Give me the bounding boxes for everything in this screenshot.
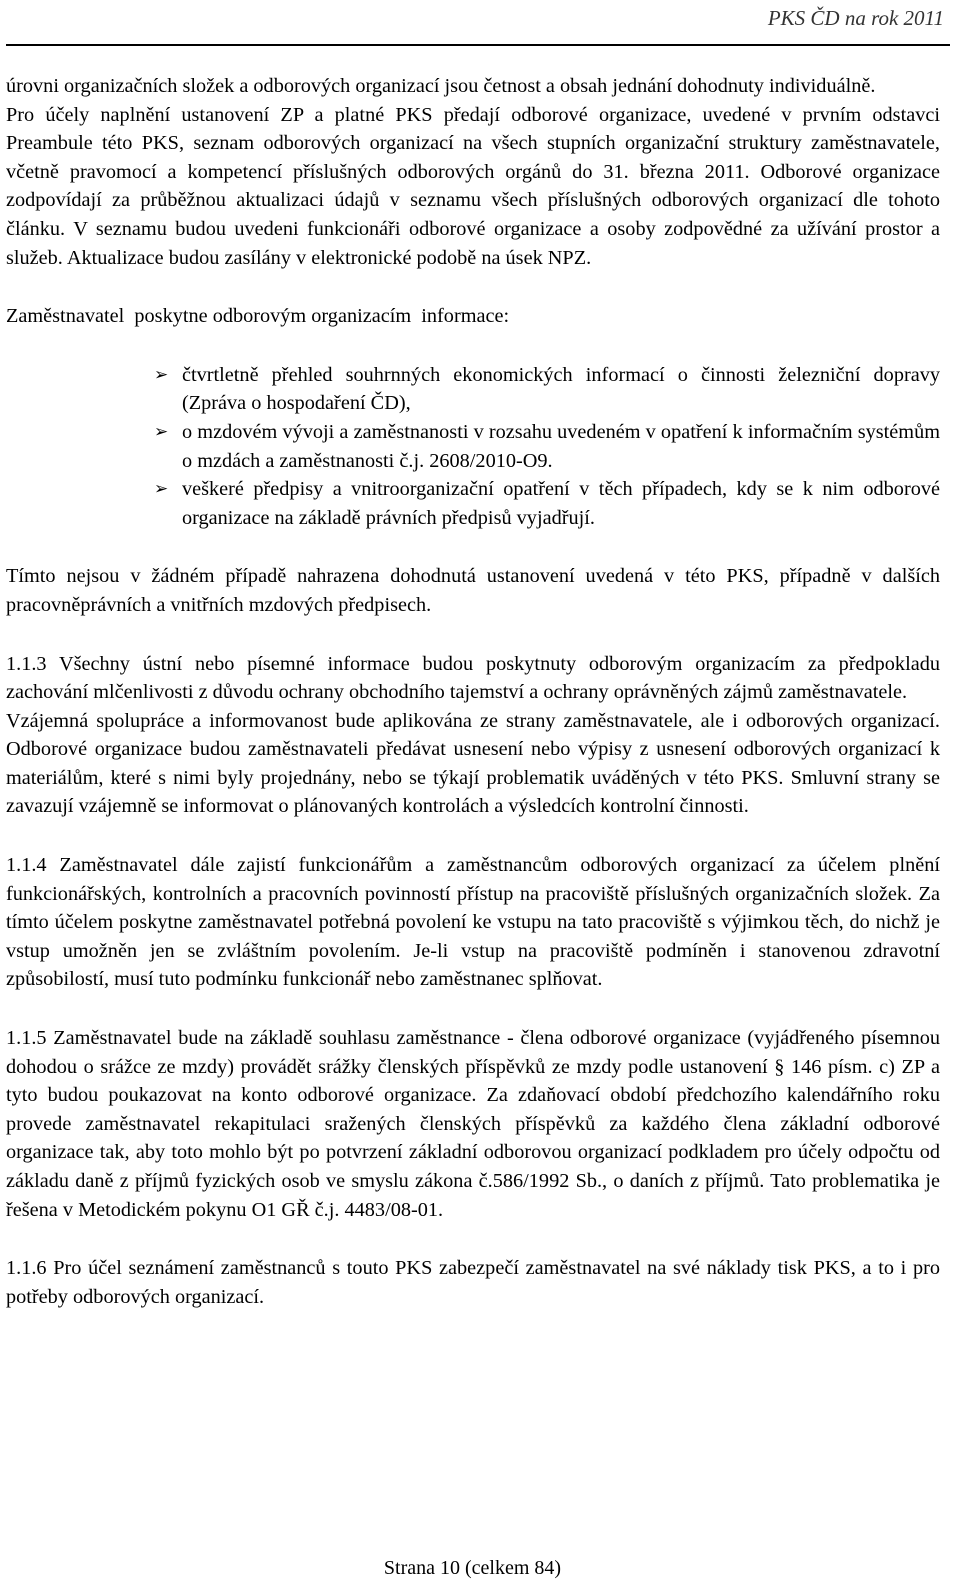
list-item-text: čtvrtletně přehled souhrnných ekonomických informací o činnosti železniční dopravy (Zpráva o hospodaření ČD),	[182, 363, 940, 415]
page-number: Strana 10 (celkem 84)	[383, 1557, 562, 1579]
running-header: PKS ČD na rok 2011	[767, 6, 944, 30]
paragraph: Pro účely naplnění ustanovení ZP a platné PKS předají odborové organizace, uvedené v prvním odstavci Preambule této PKS, seznam odborových organizací na všech stupních organizační struktury zaměstnavatele, včetně pravomocí a kompetencí příslušných odborových orgánů do 31. března 2011. Odborové organizace zodpovídají za průběžnou aktualizaci údajů v seznamu všech příslušných odborových organizací dle tohoto článku. V seznamu budou uvedeni funkcionáři odborové organizace a osoby zodpovědné za užívání prostor a služeb. Aktualizace budou zasílány v elektronické podobě na úsek NPZ.	[6, 103, 940, 269]
list-item	[6, 361, 940, 418]
paragraph: úrovni organizačních složek a odborových organizací jsou četnost a obsah jednání dohodnuty individuálně.	[6, 75, 876, 97]
section-1-1-5: 1.1.5 Zaměstnavatel bude na základě souhlasu zaměstnance - člena odborové organizace (vyjádřeného písemnou dohodou o srážce ze mzdy) provádět srážky členských příspěvků ze mzdy podle ustanovení § 146 písm. c) ZP a tyto budou poukazovat na konto odborové organizace. Za zdaňovací období předchozího kalendářního roku provede zaměstnavatel rekapitulaci sražených členských příspěvků za každého člena základní odborové organizace tak, aby toto mohlo být po potvrzení základní odborovou organizací podkladem pro účely odpočtu od základu daně z příjmů fyzických osob ve smyslu zákona č.586/1992 Sb., o daních z příjmů. Tato problematika je řešena v Metodickém pokynu O1 GŘ č.j. 4483/08-01.	[6, 1027, 940, 1221]
list-item-text: veškeré předpisy a vnitroorganizační opatření v těch případech, kdy se k nim odborové organizace na základě právních předpisů vyjadřují.	[182, 478, 940, 529]
list-item	[6, 475, 940, 532]
paragraph: Tímto nejsou v žádném případě nahrazena dohodnutá ustanovení uvedená v této PKS, případně v dalších pracovněprávních a vnitřních mzdových předpisech.	[6, 565, 940, 616]
paragraph: Vzájemná spolupráce a informovanost bude aplikována ze strany zaměstnavatele, ale i odborových organizací. Odborové organizace budou zaměstnavateli předávat usnesení nebo výpisy z usnesení odborových organizací k materiálům, které s nimi byly projednány, nebo se týkají problematik uváděných v této PKS. Smluvní strany se zavazují vzájemně se informovat o plánovaných kontrolách a výsledcích kontrolní činnosti.	[6, 709, 940, 818]
document-body	[6, 72, 940, 1311]
list-item-text: o mzdovém vývoji a zaměstnanosti v rozsahu uvedeném v opatření k informačním systémům o mzdách a zaměstnanosti č.j. 2608/2010-O9.	[182, 420, 940, 472]
list-item	[6, 418, 940, 475]
header-rule	[6, 44, 950, 46]
section-1-1-3: 1.1.3 Všechny ústní nebo písemné informace budou poskytnuty odborovým organizacím za předpokladu zachování mlčenlivosti z důvodu ochrany obchodního tajemství a ochrany oprávněných zájmů zaměstnavatele.	[6, 652, 940, 704]
section-1-1-4: 1.1.4 Zaměstnavatel dále zajistí funkcionářům a zaměstnancům odborových organizací za účelem plnění funkcionářských, kontrolních a pracovních povinností přístup na pracoviště příslušných organizačních složek. Za tímto účelem poskytne zaměstnavatel potřebná povolení ke vstupu na tato pracoviště s výjimkou těch, do nichž je vstup umožněn jen se zvláštním povolením. Je-li vstup na pracoviště podmíněn i stanovenou zdravotní způsobilostí, musí tuto podmínku funkcionář nebo zaměstnanec splňovat.	[6, 854, 940, 991]
arrow-bullet-icon: ➢	[154, 421, 169, 441]
paragraph: Zaměstnavatel poskytne odborovým organizacím informace:	[6, 305, 510, 328]
information-list	[6, 361, 940, 533]
section-1-1-6: 1.1.6 Pro účel seznámení zaměstnanců s touto PKS zabezpečí zaměstnavatel na své náklady tisk PKS, a to i pro potřeby odborových organizací.	[6, 1257, 940, 1308]
arrow-bullet-icon: ➢	[154, 479, 169, 499]
arrow-bullet-icon: ➢	[154, 364, 169, 384]
